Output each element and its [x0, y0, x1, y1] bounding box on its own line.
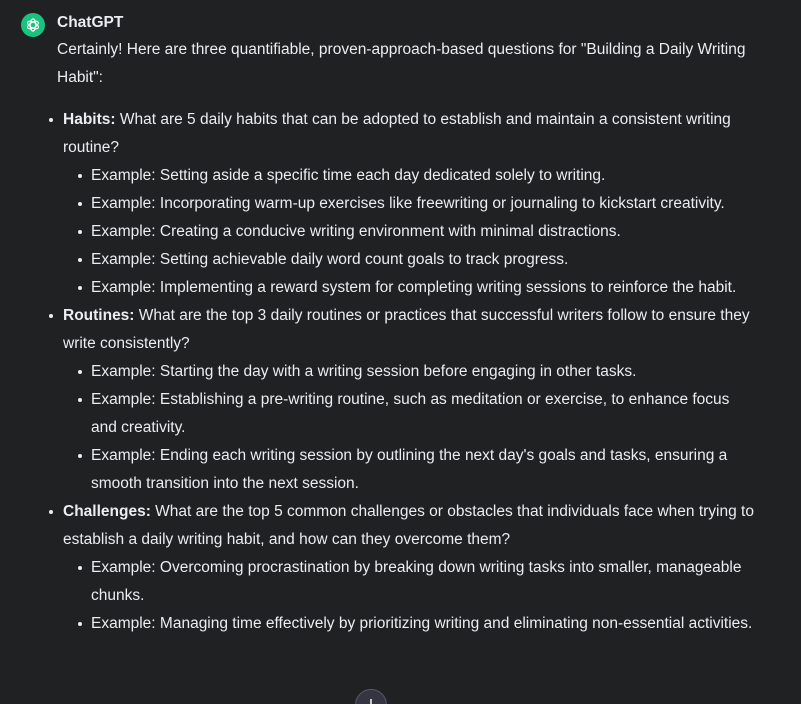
example-item: Example: Incorporating warm-up exercises like freewriting or journaling to kickstart creativity.	[91, 190, 757, 218]
topic-question: What are 5 daily habits that can be adopted to establish and maintain a consistent writing routine?	[63, 111, 731, 156]
topic-label: Challenges:	[63, 503, 151, 520]
topic-label: Routines:	[63, 307, 135, 324]
topic-list	[57, 106, 757, 638]
example-item: Example: Setting achievable daily word count goals to track progress.	[91, 246, 757, 274]
example-item: Example: Setting aside a specific time each day dedicated solely to writing.	[91, 162, 757, 190]
example-item: Example: Establishing a pre-writing routine, such as meditation or exercise, to enhance focus and creativity.	[91, 386, 757, 442]
topic-question: What are the top 3 daily routines or practices that successful writers follow to ensure they write consistently?	[63, 307, 750, 352]
scroll-to-bottom-button[interactable]	[355, 689, 387, 704]
chatgpt-avatar	[21, 13, 45, 37]
example-item: Example: Creating a conducive writing environment with minimal distractions.	[91, 218, 757, 246]
message-intro: Certainly! Here are three quantifiable, proven-approach-based questions for "Building a Daily Writing Habit":	[57, 41, 746, 86]
message-author: ChatGPT	[57, 14, 124, 31]
example-item: Example: Ending each writing session by outlining the next day's goals and tasks, ensuring a smooth transition into the next session.	[91, 442, 757, 498]
example-item: Example: Starting the day with a writing session before engaging in other tasks.	[91, 358, 757, 386]
example-item: Example: Managing time effectively by prioritizing writing and eliminating non-essential activities.	[91, 610, 757, 638]
topic-item	[57, 302, 757, 498]
topic-item	[57, 106, 757, 302]
message-content	[57, 36, 757, 638]
example-list	[63, 554, 757, 638]
topic-item	[57, 498, 757, 638]
topic-question: What are the top 5 common challenges or obstacles that individuals face when trying to establish a daily writing habit, and how can they overcome them?	[63, 503, 754, 548]
topic-label: Habits:	[63, 111, 116, 128]
example-item: Example: Implementing a reward system for completing writing sessions to reinforce the habit.	[91, 274, 757, 302]
openai-logo-icon	[25, 17, 41, 33]
example-item: Example: Overcoming procrastination by breaking down writing tasks into smaller, manageable chunks.	[91, 554, 757, 610]
arrow-down-icon	[364, 698, 378, 704]
example-list	[63, 358, 757, 498]
example-list	[63, 162, 757, 302]
